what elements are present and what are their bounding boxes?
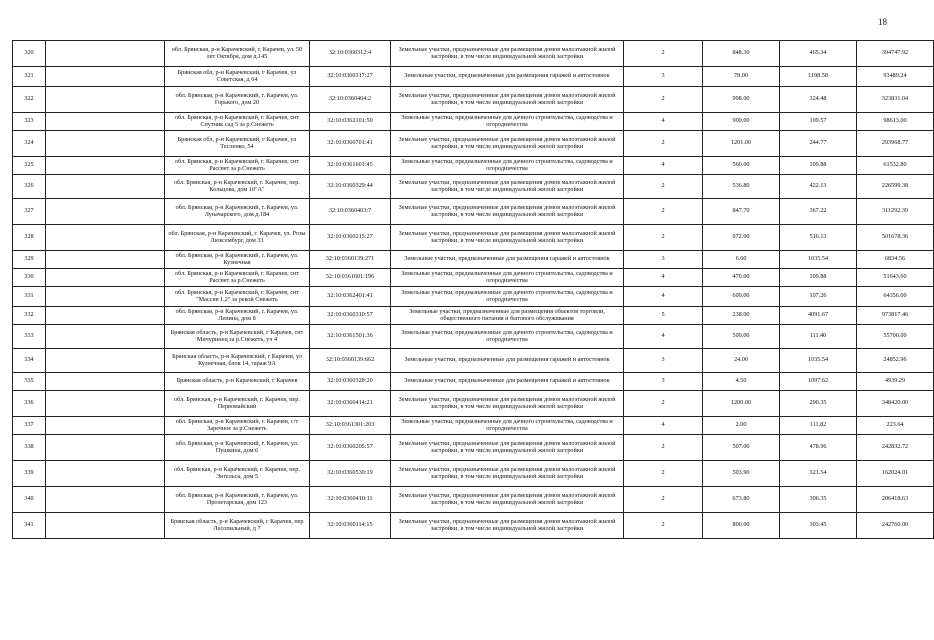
row-number-cell: 322 <box>13 87 46 113</box>
cadastral-value-cell: 311292.39 <box>857 199 934 225</box>
spacer-cell <box>46 435 165 461</box>
cadastral-number-cell: 32:10:0360410:11 <box>310 487 391 513</box>
cadastral-number-cell: 32:10:0360414:21 <box>310 391 391 417</box>
cadastral-value-cell: 64356.00 <box>857 287 934 307</box>
address-cell: обл. Брянская, р-н Карачевский, г. Карачев, ул. Розы Люксембург, дом 33 <box>165 225 310 251</box>
row-number-cell: 339 <box>13 461 46 487</box>
row-number-cell: 335 <box>13 373 46 391</box>
cadastral-number-cell: 32:10:0360215:27 <box>310 225 391 251</box>
land-use-cell: Земельные участки, предназначенные для размещения домов малоэтажной жилой застройки, в том числе индивидуальной жилой застройки <box>391 131 624 157</box>
area-cell: 470.00 <box>703 269 780 287</box>
table-row <box>13 461 934 487</box>
cadastral-registry-table <box>12 40 934 539</box>
specific-value-cell: 290.35 <box>780 391 857 417</box>
page-number: 18 <box>878 17 887 27</box>
table-body <box>13 41 934 539</box>
cadastral-number-cell: 32:10:0360317:27 <box>310 67 391 87</box>
area-cell: 847.70 <box>703 199 780 225</box>
land-use-cell: Земельные участки, предназначенные для дачного строительства, садоводства и огородничества <box>391 269 624 287</box>
address-cell: обл. Брянская, р-н Карачевский, г. Карачев, ул. Ленина, дом 8 <box>165 307 310 325</box>
area-cell: 6.60 <box>703 251 780 269</box>
land-use-cell: Земельные участки, предназначенные для размещения гаражей и автостоянок <box>391 251 624 269</box>
address-cell: обл. Брянская, р-н Карачевский, г. Карачев, пер. Кольцова, дом 10"А" <box>165 175 310 199</box>
specific-value-cell: 478.96 <box>780 435 857 461</box>
use-group-cell: 2 <box>624 435 703 461</box>
use-group-cell: 2 <box>624 41 703 67</box>
address-cell: Брянская область, р-н Карачевский, г Карачев, ул Кузнечная, блок 14, гараж 9А <box>165 349 310 373</box>
address-cell: обл. Брянская, р-н Карачевский, г. Карачев, снт Рассвет за р.Снежеть <box>165 157 310 175</box>
use-group-cell: 4 <box>624 269 703 287</box>
specific-value-cell: 422.13 <box>780 175 857 199</box>
specific-value-cell: 465.34 <box>780 41 857 67</box>
cadastral-number-cell: 32:10:0360114:15 <box>310 513 391 539</box>
cadastral-number-cell: 32:10:0360403:7 <box>310 199 391 225</box>
spacer-cell <box>46 307 165 325</box>
table-row <box>13 435 934 461</box>
specific-value-cell: 1035.54 <box>780 251 857 269</box>
row-number-cell: 321 <box>13 67 46 87</box>
table-row <box>13 487 934 513</box>
cadastral-value-cell: 223.64 <box>857 417 934 435</box>
address-cell: Брянская область, р-н Карачевский, г Карачев, пер Лесопильный, д 7 <box>165 513 310 539</box>
specific-value-cell: 109.57 <box>780 113 857 131</box>
cadastral-value-cell: 24852.96 <box>857 349 934 373</box>
specific-value-cell: 321.54 <box>780 461 857 487</box>
spacer-cell <box>46 131 165 157</box>
use-group-cell: 3 <box>624 67 703 87</box>
area-cell: 560.00 <box>703 157 780 175</box>
use-group-cell: 4 <box>624 417 703 435</box>
table-row <box>13 199 934 225</box>
use-group-cell: 4 <box>624 113 703 131</box>
row-number-cell: 341 <box>13 513 46 539</box>
area-cell: 78.00 <box>703 67 780 87</box>
table-row <box>13 513 934 539</box>
row-number-cell: 323 <box>13 113 46 131</box>
land-use-cell: Земельные участки, предназначенные для дачного строительства, садоводства и огородничества <box>391 325 624 349</box>
spacer-cell <box>46 287 165 307</box>
land-use-cell: Земельные участки, предназначенные для дачного строительства, садоводства и огородничества <box>391 113 624 131</box>
address-cell: обл. Брянская, р-н Карачевский, г. Карачев, пер. Первомайский <box>165 391 310 417</box>
land-use-cell: Земельные участки, предназначенные для дачного строительства, садоводства и огородничества <box>391 417 624 435</box>
specific-value-cell: 109.88 <box>780 269 857 287</box>
cadastral-number-cell: 32:10:0360328:20 <box>310 373 391 391</box>
cadastral-number-cell: 32:10:0360701:41 <box>310 131 391 157</box>
table-row <box>13 287 934 307</box>
row-number-cell: 337 <box>13 417 46 435</box>
spacer-cell <box>46 41 165 67</box>
cadastral-value-cell: 348420.00 <box>857 391 934 417</box>
use-group-cell: 2 <box>624 513 703 539</box>
cadastral-value-cell: 61532.80 <box>857 157 934 175</box>
cadastral-number-cell: 32:10:0360312:4 <box>310 41 391 67</box>
land-use-cell: Земельные участки, предназначенные для размещения гаражей и автостоянок <box>391 349 624 373</box>
row-number-cell: 340 <box>13 487 46 513</box>
address-cell: обл. Брянская, р-н Карачевский, г. Карачев, ул. Луначарского, дом д.184 <box>165 199 310 225</box>
spacer-cell <box>46 157 165 175</box>
area-cell: 848.30 <box>703 41 780 67</box>
land-use-cell: Земельные участки, предназначенные для размещения домов малоэтажной жилой застройки, в том числе индивидуальной жилой застройки <box>391 435 624 461</box>
cadastral-number-cell: 32:10:0360329:44 <box>310 175 391 199</box>
specific-value-cell: 303.45 <box>780 513 857 539</box>
cadastral-value-cell: 226599.38 <box>857 175 934 199</box>
spacer-cell <box>46 373 165 391</box>
spacer-cell <box>46 251 165 269</box>
address-cell: обл. Брянская, р-н Карачевский, г. Карачев, снт Спутник сад 5 за р.Снежеть <box>165 113 310 131</box>
specific-value-cell: 1097.62 <box>780 373 857 391</box>
address-cell: обл. Брянская, р-н Карачевский, г. Карачев, ул. Пролетарская, дом 123 <box>165 487 310 513</box>
row-number-cell: 325 <box>13 157 46 175</box>
table-row <box>13 349 934 373</box>
specific-value-cell: 111.82 <box>780 417 857 435</box>
area-cell: 1200.00 <box>703 391 780 417</box>
land-use-cell: Земельные участки, предназначенные для размещения домов малоэтажной жилой застройки, в том числе индивидуальной жилой застройки <box>391 487 624 513</box>
address-cell: обл. Брянская, р-н Карачевский, г. Карачев, ул. Пушкина, дом 6 <box>165 435 310 461</box>
table-row <box>13 87 934 113</box>
table-row <box>13 113 934 131</box>
spacer-cell <box>46 349 165 373</box>
cadastral-number-cell: 32:10:0360139:271 <box>310 251 391 269</box>
row-number-cell: 331 <box>13 287 46 307</box>
use-group-cell: 2 <box>624 225 703 251</box>
use-group-cell: 3 <box>624 373 703 391</box>
cadastral-number-cell: 32:10:0362401:41 <box>310 287 391 307</box>
area-cell: 998.00 <box>703 87 780 113</box>
spacer-cell <box>46 225 165 251</box>
area-cell: 1201.00 <box>703 131 780 157</box>
specific-value-cell: 367.22 <box>780 199 857 225</box>
cadastral-value-cell: 206418.63 <box>857 487 934 513</box>
land-use-cell: Земельные участки, предназначенные для размещения домов малоэтажной жилой застройки, в том числе индивидуальной жилой застройки <box>391 461 624 487</box>
row-number-cell: 332 <box>13 307 46 325</box>
land-use-cell: Земельные участки, предназначенные для размещения домов малоэтажной жилой застройки, в том числе индивидуальной жилой застройки <box>391 87 624 113</box>
spacer-cell <box>46 325 165 349</box>
spacer-cell <box>46 67 165 87</box>
spacer-cell <box>46 175 165 199</box>
address-cell: Брянская область, р-н Карачевский, г Карачев <box>165 373 310 391</box>
area-cell: 507.00 <box>703 435 780 461</box>
use-group-cell: 3 <box>624 349 703 373</box>
use-group-cell: 2 <box>624 175 703 199</box>
row-number-cell: 333 <box>13 325 46 349</box>
address-cell: обл. Брянская, р-н Карачевский, г. Карачев, с/т Заречное за р.Снежеть <box>165 417 310 435</box>
row-number-cell: 326 <box>13 175 46 199</box>
row-number-cell: 320 <box>13 41 46 67</box>
address-cell: обл. Брянская, р-н Карачевский, г. Карачев, снт Рассвет за р.Снежеть <box>165 269 310 287</box>
use-group-cell: 2 <box>624 87 703 113</box>
cadastral-number-cell: 32:10:0361601:45 <box>310 157 391 175</box>
land-use-cell: Земельные участки, предназначенные для дачного строительства, садоводства и огородничества <box>391 287 624 307</box>
area-cell: 24.00 <box>703 349 780 373</box>
cadastral-value-cell: 973817.46 <box>857 307 934 325</box>
cadastral-number-cell: 32:10:0361501:36 <box>310 325 391 349</box>
cadastral-value-cell: 98613.00 <box>857 113 934 131</box>
spacer-cell <box>46 391 165 417</box>
use-group-cell: 3 <box>624 251 703 269</box>
land-use-cell: Земельные участки, предназначенные для размещения домов малоэтажной жилой застройки, в том числе индивидуальной жилой застройки <box>391 391 624 417</box>
address-cell: обл. Брянская, р-н Карачевский, г. Карачев, ул. Горького, дом 20 <box>165 87 310 113</box>
table-row <box>13 131 934 157</box>
specific-value-cell: 109.88 <box>780 157 857 175</box>
specific-value-cell: 111.40 <box>780 325 857 349</box>
area-cell: 4.50 <box>703 373 780 391</box>
table-row <box>13 67 934 87</box>
spacer-cell <box>46 113 165 131</box>
use-group-cell: 2 <box>624 391 703 417</box>
cadastral-number-cell: 32:10:0360310:57 <box>310 307 391 325</box>
table-row <box>13 157 934 175</box>
land-use-cell: Земельные участки, предназначенные для размещения объектов торговли, общественного питания и бытового обслуживания <box>391 307 624 325</box>
address-cell: Брянская область, р-н Карачевский, г Карачев, снт Мичуринец за р.Снежеть, уч 4 <box>165 325 310 349</box>
specific-value-cell: 1035.54 <box>780 349 857 373</box>
table-row <box>13 417 934 435</box>
cadastral-value-cell: 55700.00 <box>857 325 934 349</box>
area-cell: 500.00 <box>703 325 780 349</box>
area-cell: 238.00 <box>703 307 780 325</box>
area-cell: 503.90 <box>703 461 780 487</box>
land-use-cell: Земельные участки, предназначенные для размещения гаражей и автостоянок <box>391 373 624 391</box>
land-use-cell: Земельные участки, предназначенные для размещения домов малоэтажной жилой застройки, в том числе индивидуальной жилой застройки <box>391 513 624 539</box>
land-use-cell: Земельные участки, предназначенные для размещения домов малоэтажной жилой застройки, в том числе индивидуальной жилой застройки <box>391 175 624 199</box>
use-group-cell: 2 <box>624 131 703 157</box>
cadastral-number-cell: 32:10:0360530:19 <box>310 461 391 487</box>
table-row <box>13 251 934 269</box>
cadastral-number-cell: 32:10:0360139:662 <box>310 349 391 373</box>
spacer-cell <box>46 417 165 435</box>
spacer-cell <box>46 199 165 225</box>
address-cell: обл. Брянская, р-н Карачевский, г. Карачев, пер. Энгельса, дом 5 <box>165 461 310 487</box>
table-row <box>13 325 934 349</box>
table-row <box>13 307 934 325</box>
table-row <box>13 269 934 287</box>
table-row <box>13 373 934 391</box>
address-cell: Брянская обл, р-н Карачевский, г Карачев, ул Советская, д 64 <box>165 67 310 87</box>
cadastral-value-cell: 394747.92 <box>857 41 934 67</box>
address-cell: обл. Брянская, р-н Карачевский, г. Карачев, ул. Кузнечная <box>165 251 310 269</box>
cadastral-number-cell: 32:10:0361301:203 <box>310 417 391 435</box>
area-cell: 900.00 <box>703 113 780 131</box>
row-number-cell: 328 <box>13 225 46 251</box>
cadastral-value-cell: 4939.29 <box>857 373 934 391</box>
area-cell: 673.80 <box>703 487 780 513</box>
cadastral-value-cell: 323831.04 <box>857 87 934 113</box>
cadastral-value-cell: 93489.24 <box>857 67 934 87</box>
specific-value-cell: 324.48 <box>780 87 857 113</box>
use-group-cell: 2 <box>624 461 703 487</box>
row-number-cell: 327 <box>13 199 46 225</box>
specific-value-cell: 107.26 <box>780 287 857 307</box>
spacer-cell <box>46 269 165 287</box>
area-cell: 2.00 <box>703 417 780 435</box>
use-group-cell: 4 <box>624 287 703 307</box>
specific-value-cell: 4091.67 <box>780 307 857 325</box>
use-group-cell: 5 <box>624 307 703 325</box>
specific-value-cell: 306.35 <box>780 487 857 513</box>
specific-value-cell: 244.77 <box>780 131 857 157</box>
row-number-cell: 334 <box>13 349 46 373</box>
land-use-cell: Земельные участки, предназначенные для размещения гаражей и автостоянок <box>391 67 624 87</box>
use-group-cell: 4 <box>624 325 703 349</box>
specific-value-cell: 1198.58 <box>780 67 857 87</box>
specific-value-cell: 516.13 <box>780 225 857 251</box>
row-number-cell: 329 <box>13 251 46 269</box>
cadastral-number-cell: 32:10:0360205:57 <box>310 435 391 461</box>
cadastral-value-cell: 293968.77 <box>857 131 934 157</box>
cadastral-number-cell: 32:10:0360404:2 <box>310 87 391 113</box>
row-number-cell: 336 <box>13 391 46 417</box>
address-cell: обл. Брянская, р-н Карачевский, г. Карачев, снт "Массив 1,2" за рекой Снежеть <box>165 287 310 307</box>
spacer-cell <box>46 87 165 113</box>
land-use-cell: Земельные участки, предназначенные для размещения домов малоэтажной жилой застройки, в том числе индивидуальной жилой застройки <box>391 41 624 67</box>
spacer-cell <box>46 487 165 513</box>
area-cell: 600.00 <box>703 287 780 307</box>
address-cell: обл. Брянская, р-н Карачевский, г. Карачев, ул. 50 лет Октября, дом д.145 <box>165 41 310 67</box>
cadastral-value-cell: 51643.60 <box>857 269 934 287</box>
row-number-cell: 324 <box>13 131 46 157</box>
area-cell: 536.80 <box>703 175 780 199</box>
cadastral-number-cell: 32:10:0361601:196 <box>310 269 391 287</box>
use-group-cell: 2 <box>624 199 703 225</box>
table-row <box>13 175 934 199</box>
use-group-cell: 2 <box>624 487 703 513</box>
use-group-cell: 4 <box>624 157 703 175</box>
land-use-cell: Земельные участки, предназначенные для размещения домов малоэтажной жилой застройки, в том числе индивидуальной жилой застройки <box>391 225 624 251</box>
cadastral-value-cell: 242760.00 <box>857 513 934 539</box>
row-number-cell: 338 <box>13 435 46 461</box>
address-cell: Брянская обл, р-н Карачевский, г Карачев, ул Тесленко, 54 <box>165 131 310 157</box>
cadastral-value-cell: 6834.56 <box>857 251 934 269</box>
spacer-cell <box>46 513 165 539</box>
cadastral-value-cell: 501678.36 <box>857 225 934 251</box>
table-row <box>13 41 934 67</box>
table-row <box>13 225 934 251</box>
cadastral-value-cell: 162024.01 <box>857 461 934 487</box>
spacer-cell <box>46 461 165 487</box>
table-row <box>13 391 934 417</box>
cadastral-value-cell: 242832.72 <box>857 435 934 461</box>
land-use-cell: Земельные участки, предназначенные для дачного строительства, садоводства и огородничества <box>391 157 624 175</box>
land-use-cell: Земельные участки, предназначенные для размещения домов малоэтажной жилой застройки, в том числе индивидуальной жилой застройки <box>391 199 624 225</box>
area-cell: 800.00 <box>703 513 780 539</box>
row-number-cell: 330 <box>13 269 46 287</box>
area-cell: 972.00 <box>703 225 780 251</box>
cadastral-number-cell: 32:10:0362101:50 <box>310 113 391 131</box>
